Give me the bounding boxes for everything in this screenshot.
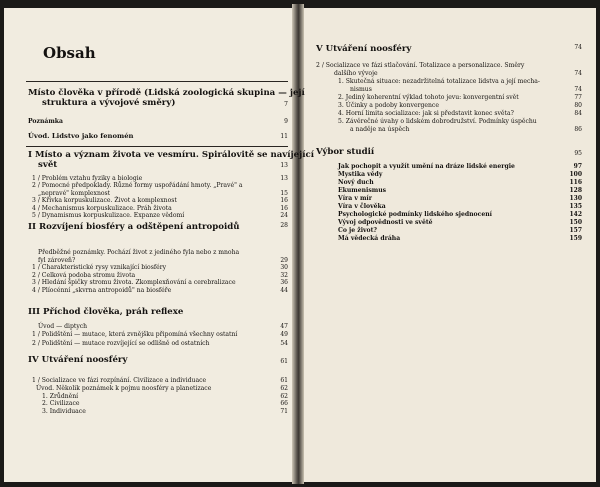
page-number: 24 xyxy=(280,212,288,219)
toc-item: 2 / Celková podoba stromu života xyxy=(32,271,136,279)
page-title: Obsah xyxy=(43,44,96,62)
toc-item: 3 / Hledání špičky stromu života. Zkomplexňování a cerebralizace xyxy=(32,279,236,287)
vybor-studii-heading: Výbor studií xyxy=(316,147,375,157)
page-number: 49 xyxy=(280,331,288,339)
page-number: 44 xyxy=(280,287,288,294)
page-number: 100 xyxy=(569,171,582,179)
section-heading: struktura a vývojové směry) xyxy=(42,98,176,108)
toc-item: Nový duch xyxy=(338,179,374,187)
toc-item: 4 / Mechanismus korpuskulizace. Práh života xyxy=(32,204,172,212)
page-number: 28 xyxy=(280,222,288,229)
section-heading: Poznámka xyxy=(28,118,63,125)
toc-item: 4. Horní limita socializace: jak si představit konec světa? xyxy=(338,110,514,117)
page-number: 61 xyxy=(280,358,288,365)
page-number: 9 xyxy=(284,118,288,125)
page-number: 150 xyxy=(569,219,582,227)
page-number: 32 xyxy=(280,271,288,279)
page-number: 54 xyxy=(280,339,288,347)
toc-item: 2 / Pomocné předpoklady. Různé formy uspořádání hmoty. „Pravé" a xyxy=(32,182,243,190)
page-number: 62 xyxy=(280,384,288,392)
page-number: 77 xyxy=(574,94,582,101)
toc-item: 1 / Polidštění — mutace, která zvnějšku připomíná všechny ostatní xyxy=(32,331,238,339)
page-number: 61 xyxy=(280,377,288,384)
toc-item: 3. Účinky a podoby konvergence xyxy=(338,102,439,109)
toc-item: Úvod — diptych xyxy=(38,323,88,330)
toc-item: 1 / Problém vztahu fyziky a biologie xyxy=(32,175,143,182)
toc-item: 2 / Socializace ve fázi stlačování. Totalizace a personalizace. Směry xyxy=(316,62,525,69)
toc-item: Předběžné poznámky. Pochází život z jediného fyla nebo z mnoha xyxy=(38,249,240,256)
page-number: 95 xyxy=(574,150,582,157)
page-number: 135 xyxy=(569,203,582,211)
toc-item: 3 / Křivka korpuskulizace. Život a komplexnost xyxy=(32,197,177,205)
chapter-V-heading: V Utváření noosféry xyxy=(316,44,412,54)
toc-item: 5 / Dynamismus korpuskulizace. Expanze vědomí xyxy=(32,212,185,219)
toc-item: 1 / Charakteristické rysy vznikající biosféry xyxy=(32,264,167,272)
page-number: 16 xyxy=(280,204,288,212)
page-number: 7 xyxy=(284,101,288,108)
toc-item: 3. Individuace xyxy=(42,408,86,416)
toc-item: Úvod. Několik poznámek k pojmu noosféry a planetizace xyxy=(36,384,212,392)
page-number: 13 xyxy=(280,162,288,169)
toc-item: Jak pochopit a využít umění na dráze lidské energie xyxy=(338,163,515,170)
toc-item: Má vědecká dráha xyxy=(338,235,401,243)
chapter-I-heading: svět xyxy=(38,160,58,170)
toc-item: Ekumenismus xyxy=(338,187,387,195)
page-number: 74 xyxy=(574,86,582,93)
toc-item: fyl zároveň? xyxy=(38,256,76,264)
page-number: 47 xyxy=(280,323,288,330)
page-number: 86 xyxy=(574,126,582,133)
toc-item: Víra v mír xyxy=(338,195,372,203)
page-number: 15 xyxy=(280,189,288,197)
page-number: 16 xyxy=(280,197,288,205)
toc-item: Mystika vědy xyxy=(338,171,383,179)
page-number: 11 xyxy=(280,133,288,140)
page-number: 30 xyxy=(280,264,288,272)
toc-item: 2. Civilizace xyxy=(42,400,80,408)
toc-item: Víra v člověka xyxy=(338,203,386,211)
toc-item: nismus xyxy=(350,86,372,93)
page-number: 128 xyxy=(569,187,582,195)
page-number: 13 xyxy=(280,175,288,182)
toc-item: Psychologické podmínky lidského sjednocení xyxy=(338,211,492,219)
chapter-I-heading: I Místo a význam života ve vesmíru. Spirálovitě se navíjející xyxy=(28,150,314,160)
toc-item: 1. Skutečná situace: nezadržitelná totalizace lidstva a její mecha- xyxy=(338,78,540,85)
page-number: 80 xyxy=(574,102,582,109)
page-number: 74 xyxy=(574,44,582,51)
toc-item: 1. Zrůdnění xyxy=(42,392,79,400)
page-number: 62 xyxy=(280,392,288,400)
divider xyxy=(26,146,288,147)
toc-item: 4 / Plíocénní „skvrna antropoidů" na biosféře xyxy=(32,287,172,294)
toc-item: 2 / Polidštění — mutace rozvíjející se odlišně od ostatních xyxy=(32,339,210,347)
toc-item: Co je život? xyxy=(338,227,378,235)
toc-item: a naděje na úspěch xyxy=(350,126,410,133)
page-number: 74 xyxy=(574,70,582,77)
toc-item: 1 / Socializace ve fázi rozpínání. Civilizace a individuace xyxy=(32,377,207,384)
chapter-III-heading: III Příchod člověka, práh reflexe xyxy=(28,307,184,317)
page-number: 84 xyxy=(574,110,582,117)
toc-item: 5. Závěrečné úvahy o lidském dobrodružství. Podmínky úspěchu xyxy=(338,118,537,125)
section-heading: Úvod. Lidstvo jako fenomén xyxy=(28,132,134,140)
page-number: 66 xyxy=(280,400,288,408)
toc-item: Vývoj odpovědnosti ve světě xyxy=(338,219,433,227)
page-number: 159 xyxy=(569,235,582,243)
page-number: 142 xyxy=(569,211,582,219)
page-number: 36 xyxy=(280,279,288,287)
page-number: 130 xyxy=(569,195,582,203)
section-heading: Místo člověka v přírodě (Lidská zoologická skupina — její xyxy=(28,88,305,98)
divider xyxy=(26,81,288,82)
page-number: 116 xyxy=(569,179,582,187)
toc-item: dalšího vývoje xyxy=(334,70,378,77)
book-gutter xyxy=(292,4,304,484)
chapter-II-heading: II Rozvíjení biosféry a odštěpení antropoidů xyxy=(28,222,240,232)
page-number: 97 xyxy=(573,163,582,170)
page-number: 157 xyxy=(569,227,582,235)
toc-item: „nepravé" komplexnost xyxy=(38,189,111,197)
chapter-IV-heading: IV Utváření noosféry xyxy=(28,355,128,365)
page-number: 71 xyxy=(280,408,288,416)
page-number: 29 xyxy=(280,256,288,264)
toc-item: 2. Jediný koherentní výklad tohoto jevu: konvergentní svět xyxy=(338,94,519,101)
